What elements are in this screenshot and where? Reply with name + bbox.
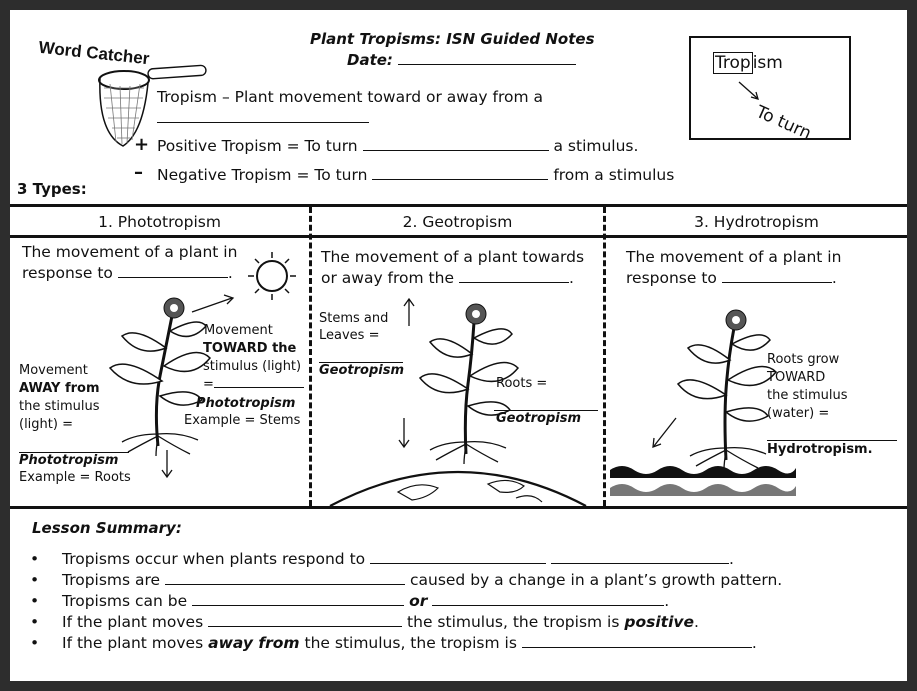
summary-bullet-5: • <box>30 634 40 652</box>
geo-roots-label: Roots = <box>496 376 548 391</box>
plant-hydrotropism-illustration <box>670 300 780 470</box>
phototropism-heading: 1. Phototropism <box>98 213 221 231</box>
positive-tropism-line: Positive Tropism = To turn a stimulus. <box>157 137 639 155</box>
hydrotropism-heading: 3. Hydrotropism <box>694 213 819 231</box>
table-bottom-rule <box>10 506 907 509</box>
away-light-example: Example = Roots <box>19 470 131 485</box>
toward-water-arrow <box>650 416 680 450</box>
column-divider-1 <box>309 207 312 506</box>
types-label: 3 Types: <box>17 180 87 198</box>
summary-bullet-4: • <box>30 613 40 631</box>
photo-desc-line2: response to . <box>22 264 233 282</box>
summary-bullet-3: • <box>30 592 40 610</box>
definition-blank <box>157 108 369 127</box>
geo-stems-answer: Geotropism <box>319 363 405 378</box>
down-arrow-roots <box>160 450 174 480</box>
hydro-desc-line1: The movement of a plant in <box>626 248 842 266</box>
negative-tropism-line: Negative Tropism = To turn from a stimulus <box>157 166 675 184</box>
minus-sign: – <box>134 162 143 183</box>
hydro-answer: Hydrotropism. <box>767 442 873 457</box>
geo-roots-answer: Geotropism <box>496 411 582 426</box>
table-top-rule <box>10 204 907 207</box>
logo-text: Word Catcher <box>37 37 151 69</box>
geo-stems-label: Stems and Leaves = <box>319 311 389 343</box>
plus-sign: + <box>134 134 150 155</box>
page-title: Plant Tropisms: ISN Guided Notes <box>310 30 595 48</box>
worksheet <box>10 10 907 681</box>
table-header-rule <box>10 235 907 238</box>
photo-desc-line1: The movement of a plant in <box>22 243 238 261</box>
summary-bullet-1: • <box>30 550 40 568</box>
geotropism-heading: 2. Geotropism <box>402 213 513 231</box>
away-light-label: Movement AWAY from the stimulus (light) = <box>19 363 100 432</box>
summary-bullet-2: • <box>30 571 40 589</box>
word-box <box>689 36 851 144</box>
sun-icon <box>246 250 298 302</box>
water-waves <box>610 462 796 502</box>
hydro-desc-line2: response to . <box>626 269 837 287</box>
summary-item-3: Tropisms can be or . <box>62 592 670 610</box>
away-light-answer: Phototropism <box>19 453 119 468</box>
word-box-meaning: To turn <box>752 102 815 144</box>
summary-heading: Lesson Summary: <box>32 519 182 537</box>
word-box-root: Trop <box>715 53 751 73</box>
geo-desc-line1: The movement of a plant towards <box>321 248 585 266</box>
column-divider-2 <box>603 207 606 506</box>
toward-light-answer: Phototropism <box>196 396 296 411</box>
toward-light-arrow <box>190 290 250 320</box>
down-arrow-roots-geo <box>397 418 411 450</box>
summary-item-5: If the plant moves away from the stimulus, the tropism is . <box>62 634 757 652</box>
up-arrow-stems <box>402 296 416 326</box>
summary-item-4: If the plant moves the stimulus, the tropism is positive. <box>62 613 699 631</box>
toward-light-example: Example = Stems <box>184 413 301 428</box>
hydro-roots-label: Roots grow TOWARD the stimulus (water) = <box>767 352 848 421</box>
geo-desc-line2: or away from the . <box>321 269 574 287</box>
date-label: Date: <box>347 51 576 69</box>
word-box-word: Trop ism <box>715 53 783 73</box>
toward-light-label: Movement TOWARD the stimulus (light) = <box>203 322 304 394</box>
summary-item-1: Tropisms occur when plants respond to . <box>62 550 734 568</box>
earth-illustration <box>328 462 588 506</box>
summary-item-2: Tropisms are caused by a change in a plant’s growth pattern. <box>62 571 783 589</box>
tropism-definition: Tropism – Plant movement toward or away from a <box>157 88 544 106</box>
